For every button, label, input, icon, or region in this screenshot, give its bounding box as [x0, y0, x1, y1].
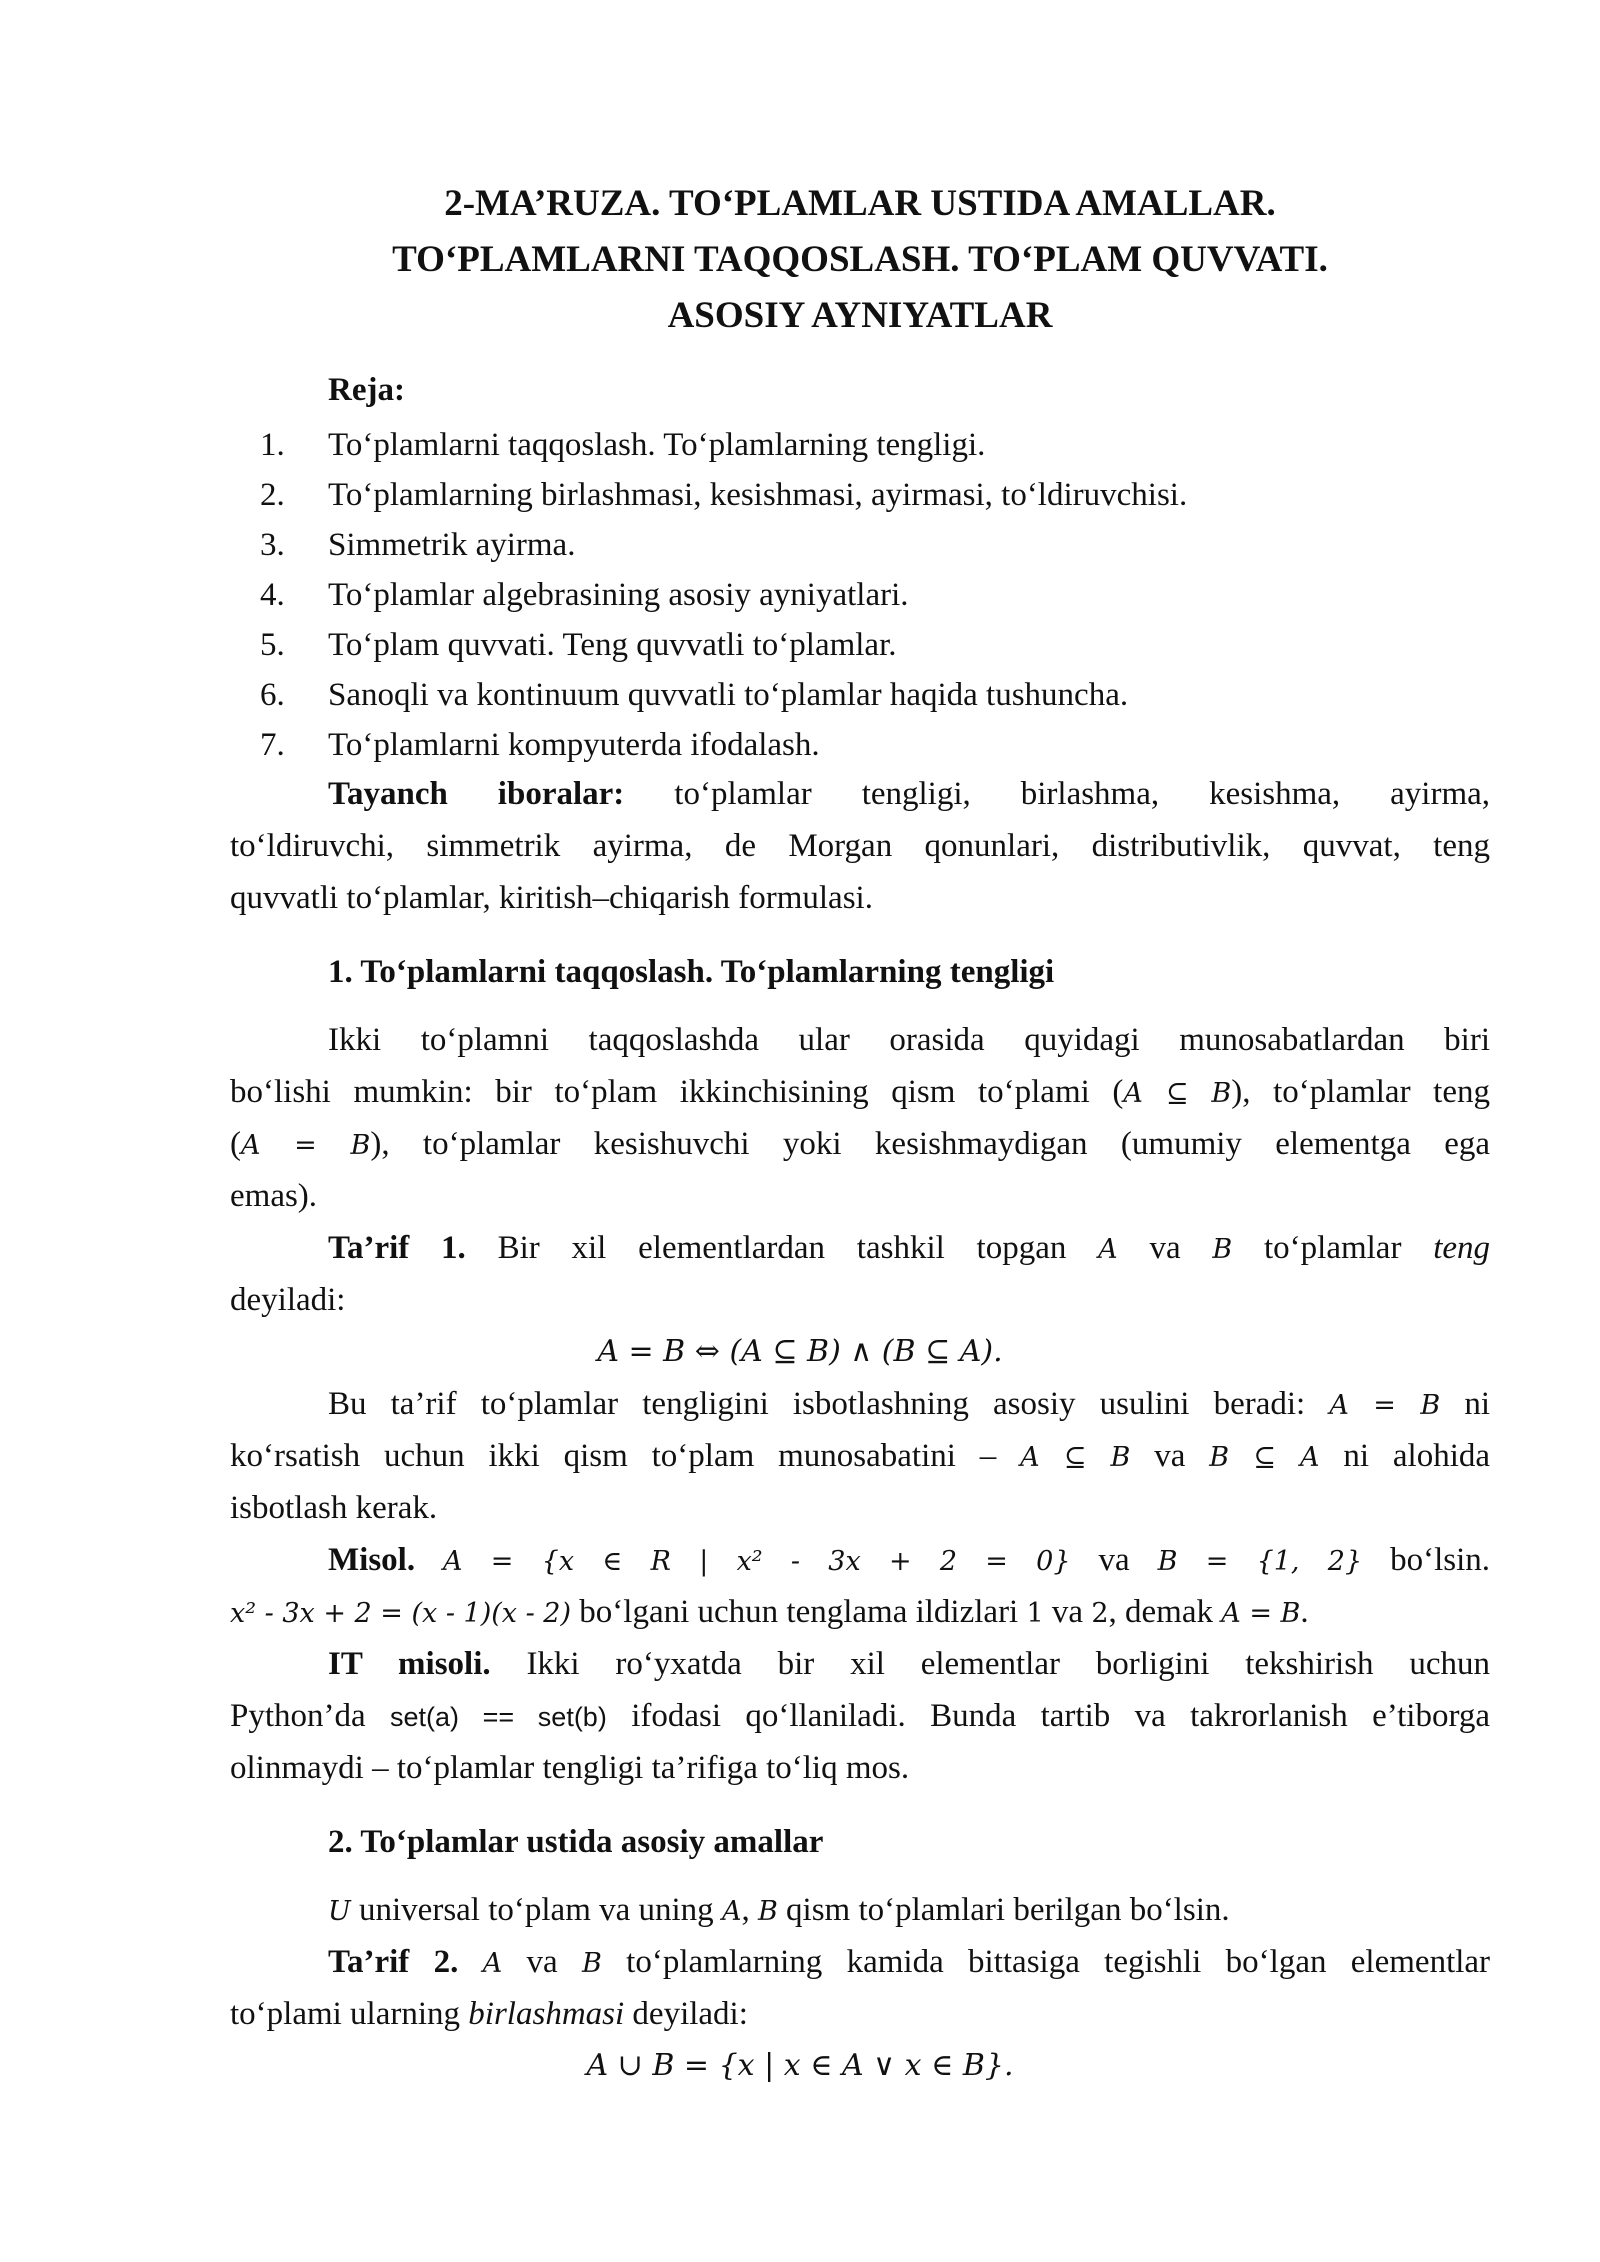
definition-label: Ta’rif 1. — [328, 1230, 466, 1266]
math-expression: A = B — [1329, 1390, 1441, 1421]
paragraph-text: , — [741, 1892, 750, 1928]
italic-term: birlashmasi — [468, 1996, 625, 2032]
paragraph-text: universal to‘plam va uning — [359, 1892, 714, 1928]
reja-item-number: 4. — [260, 577, 285, 613]
paragraph-text: va — [1051, 1594, 1084, 1630]
paragraph-text: isbotlash kerak. — [230, 1490, 438, 1526]
math-symbol: A — [482, 1948, 503, 1979]
lecture-title-line-1: 2-MA’RUZA. TO‘PLAMLAR USTIDA AMALLAR. — [444, 183, 1276, 224]
keywords-text: to‘plamlar tengligi, birlashma, kesishma, ayirma, — [674, 776, 1491, 812]
math-symbol: A — [721, 1896, 742, 1927]
paragraph-text: ), to‘plamlar teng — [1231, 1074, 1490, 1110]
paragraph-text: bo‘lgani uchun tenglama ildizlari — [579, 1594, 1019, 1630]
paragraph-text: deyiladi: — [632, 1996, 748, 2032]
paragraph-text: deyiladi: — [230, 1282, 346, 1318]
reja-item-text: To‘plam quvvati. Teng quvvatli to‘plamlar. — [328, 627, 897, 663]
reja-item-text: To‘plamlarni taqqoslash. To‘plamlarning tengligi. — [328, 427, 986, 463]
math-expression: A = B — [241, 1130, 371, 1161]
paragraph-text: va — [1149, 1230, 1181, 1266]
paragraph-text: va — [1154, 1438, 1186, 1474]
paragraph-text: to‘plamlar — [1264, 1230, 1402, 1266]
reja-item-number: 2. — [260, 477, 285, 513]
italic-term: teng — [1433, 1230, 1491, 1266]
paragraph-text: . — [1300, 1594, 1309, 1630]
paragraph-text: ( — [230, 1126, 241, 1162]
paragraph-text: va — [1098, 1542, 1130, 1578]
reja-item-text: To‘plamlarning birlashmasi, kesishmasi, ayirmasi, to‘ldiruvchisi. — [328, 477, 1188, 513]
math-number: 2 — [1091, 1598, 1109, 1629]
math-symbol: U — [328, 1896, 351, 1927]
paragraph-text: Python’da — [230, 1698, 366, 1734]
lecture-title-line-3: ASOSIY AYNIYATLAR — [667, 295, 1053, 336]
paragraph-text: ni alohida — [1343, 1438, 1491, 1474]
paragraph-text: Ikki to‘plamni taqqoslashda ular orasida quyidagi munosabatlardan biri — [328, 1022, 1490, 1058]
reja-item-text: Simmetrik ayirma. — [328, 527, 576, 563]
math-symbol: B — [1212, 1234, 1233, 1265]
reja-heading: Reja: — [328, 372, 405, 408]
keywords-label: Tayanch iboralar: — [328, 776, 625, 812]
paragraph-text: olinmaydi – to‘plamlar tengligi ta’rifiga to‘liq mos. — [230, 1750, 910, 1786]
lecture-title-line-2: TO‘PLAMLARNI TAQQOSLASH. TO‘PLAM QUVVATI. — [392, 239, 1328, 280]
paragraph-text: Bir xil elementlardan tashkil topgan — [497, 1230, 1067, 1266]
paragraph-text: ifodasi qo‘llaniladi. Bunda tartib va takrorlanish e’tiborga — [631, 1698, 1490, 1734]
paragraph-text: ), to‘plamlar kesishuvchi yoki kesishmaydigan (umumiy elementga ega — [370, 1126, 1490, 1162]
section-2-intro — [328, 1884, 1230, 1938]
definition-2-formula: A ∪ B = {x | x ∈ A ∨ x ∈ B}. — [586, 2048, 1014, 2083]
paragraph-text: qism to‘plamlari berilgan bo‘lsin. — [786, 1892, 1230, 1928]
section-2-heading: 2. To‘plamlar ustida asosiy amallar — [328, 1824, 824, 1860]
example-label: Misol. — [328, 1542, 416, 1578]
reja-item-text: To‘plamlarni kompyuterda ifodalash. — [328, 727, 820, 763]
math-expression: A ⊆ B — [1020, 1442, 1131, 1473]
it-example-label: IT misoli. — [328, 1646, 491, 1682]
definition-1-formula: A = B ⇔ (A ⊆ B) ∧ (B ⊆ A). — [597, 1334, 1003, 1369]
math-expression: B ⊆ A — [1209, 1442, 1320, 1473]
reja-item-number: 7. — [260, 727, 285, 763]
math-expression: A ⊆ B — [1123, 1078, 1232, 1109]
keywords-text: quvvatli to‘plamlar, kiritish–chiqarish formulasi. — [230, 880, 873, 916]
math-set-a: A = {x ∈ R | x² - 3x + 2 = 0} — [443, 1546, 1071, 1577]
paragraph-text: bo‘lsin. — [1390, 1542, 1491, 1578]
math-expression: x² - 3x + 2 = (x - 1)(x - 2) — [230, 1598, 572, 1629]
paragraph-text: Bu ta’rif to‘plamlar tengligini isbotlashning asosiy usulini beradi: — [328, 1386, 1306, 1422]
reja-item-text: Sanoqli va kontinuum quvvatli to‘plamlar haqida tushuncha. — [328, 677, 1129, 713]
paragraph-text: to‘plamlarning kamida bittasiga tegishli bo‘lgan elementlar — [626, 1944, 1491, 1980]
code-snippet: set(a) == set(b) — [390, 1702, 607, 1732]
definition-label: Ta’rif 2. — [328, 1944, 459, 1980]
math-symbol: A — [1098, 1234, 1118, 1265]
paragraph-text: va — [526, 1944, 558, 1980]
paragraph-text: ni — [1464, 1386, 1491, 1422]
math-set-b: B = {1, 2} — [1157, 1546, 1363, 1577]
reja-item-number: 3. — [260, 527, 285, 563]
math-symbol: B — [582, 1948, 602, 1979]
math-expression: A = B — [1221, 1598, 1301, 1629]
math-symbol: B — [757, 1896, 778, 1927]
math-number: 1 — [1026, 1598, 1044, 1629]
reja-item-number: 1. — [260, 427, 285, 463]
reja-item-number: 6. — [260, 677, 285, 713]
keywords-text: to‘ldiruvchi, simmetrik ayirma, de Morgan qonunlari, distributivlik, quvvat, teng — [230, 828, 1490, 864]
paragraph-text: ko‘rsatish uchun ikki qism to‘plam munosabatini – — [230, 1438, 997, 1474]
paragraph-text: emas). — [230, 1178, 318, 1214]
reja-item-number: 5. — [260, 627, 285, 663]
section-1-heading: 1. To‘plamlarni taqqoslash. To‘plamlarning tengligi — [328, 954, 1055, 990]
paragraph-text: , demak — [1108, 1594, 1213, 1630]
paragraph-text: Ikki ro‘yxatda bir xil elementlar borligini tekshirish uchun — [526, 1646, 1490, 1682]
paragraph-text: to‘plami ularning — [230, 1996, 461, 2032]
reja-item-text: To‘plamlar algebrasining asosiy ayniyatlari. — [328, 577, 909, 613]
paragraph-text: bo‘lishi mumkin: bir to‘plam ikkinchisining qism to‘plami ( — [230, 1074, 1124, 1110]
